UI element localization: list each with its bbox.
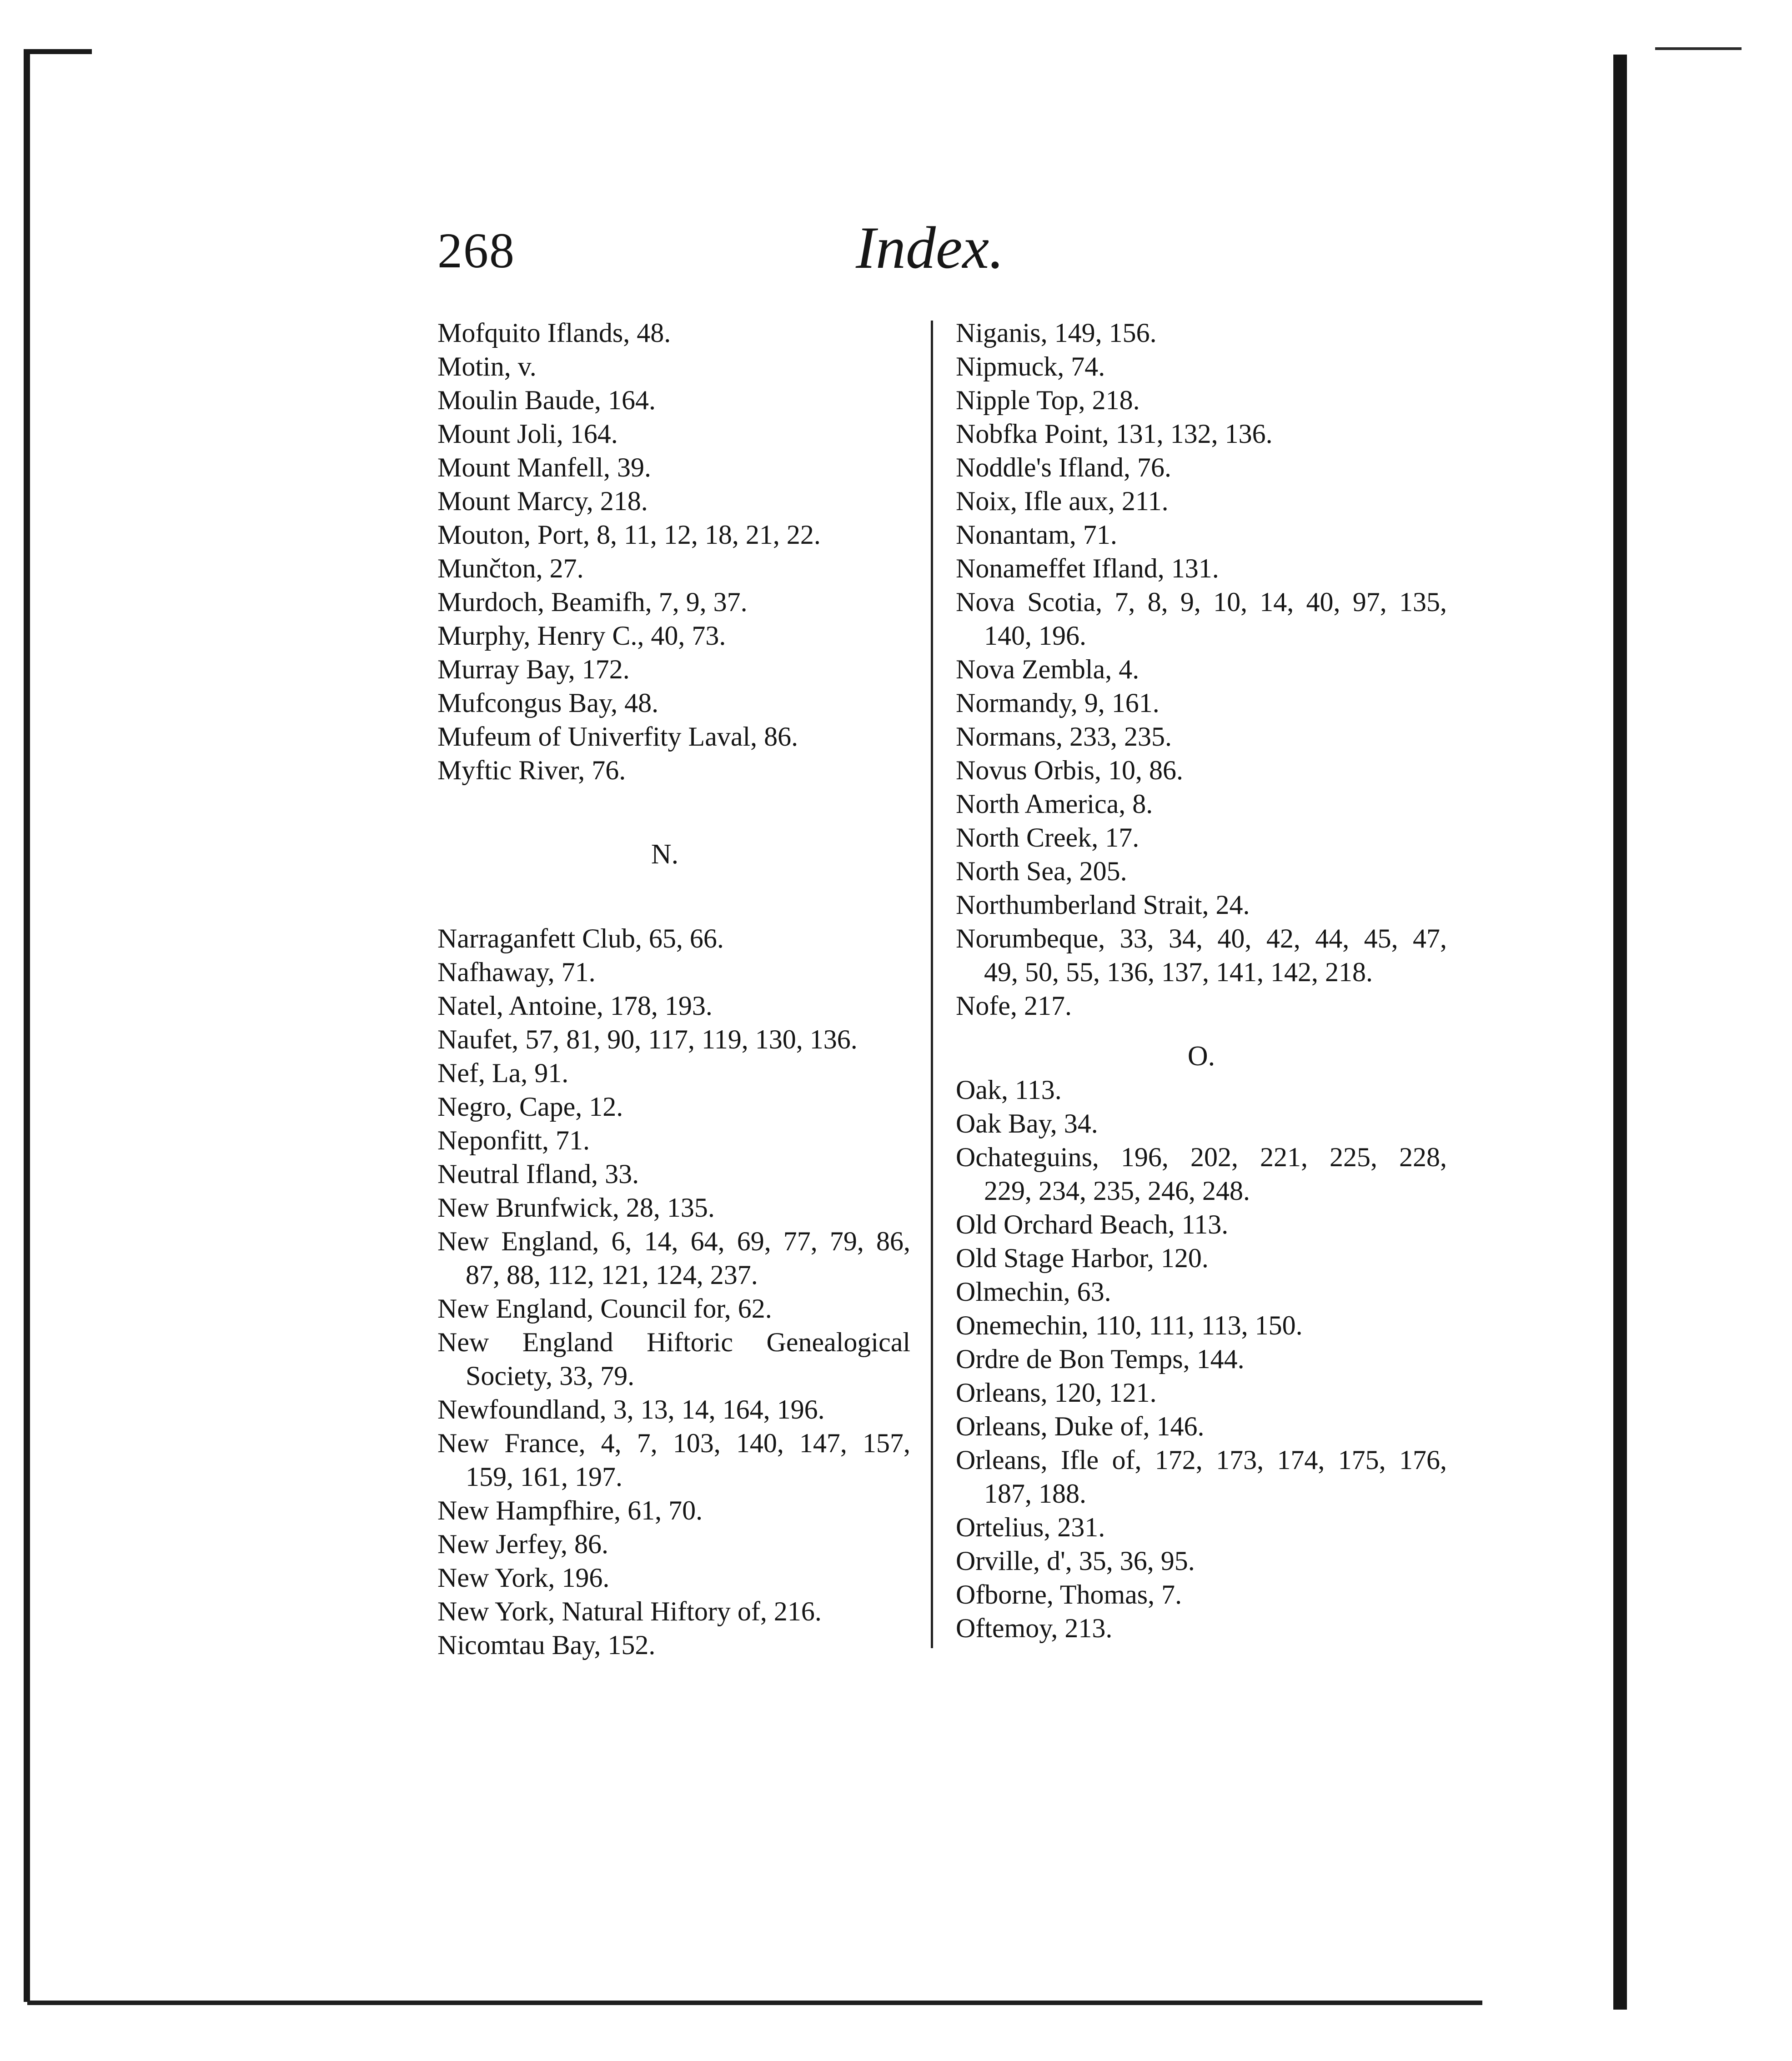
- index-entry: Motin, v.: [437, 351, 537, 381]
- index-entry: Ochateguins, 196, 202, 221, 225, 228,: [956, 1142, 1447, 1172]
- index-entry: Mount Marcy, 218.: [437, 486, 648, 516]
- index-entry: Moulin Baude, 164.: [437, 385, 656, 415]
- index-column-left: [437, 316, 910, 1662]
- index-entry: New York, Natural Hiftory of, 216.: [437, 1596, 822, 1626]
- index-entry: New France, 4, 7, 103, 140, 147, 157,: [437, 1428, 910, 1458]
- index-entry: Normans, 233, 235.: [956, 722, 1172, 752]
- index-entry: Onemechin, 110, 111, 113, 150.: [956, 1310, 1303, 1340]
- index-entry: Neponfitt, 71.: [437, 1125, 590, 1155]
- index-entry-continuation: Society, 33, 79.: [466, 1361, 635, 1391]
- index-entry: Niganis, 149, 156.: [956, 318, 1157, 348]
- index-entry: North Creek, 17.: [956, 822, 1139, 852]
- index-entry: Oftemoy, 213.: [956, 1613, 1113, 1643]
- index-entry: Nonameffet Ifland, 131.: [956, 553, 1219, 583]
- index-entry: Ordre de Bon Temps, 144.: [956, 1344, 1245, 1374]
- scan-border-left: [24, 49, 30, 2002]
- index-entry: Ofborne, Thomas, 7.: [956, 1580, 1182, 1610]
- index-entry: Nonantam, 71.: [956, 520, 1117, 550]
- index-entry: Novus Orbis, 10, 86.: [956, 755, 1184, 785]
- index-entry: New England, Council for, 62.: [437, 1294, 772, 1324]
- index-entry: Newfoundland, 3, 13, 14, 164, 196.: [437, 1394, 825, 1424]
- index-entry: Munčton, 27.: [437, 553, 584, 583]
- index-entry-continuation: 140, 196.: [984, 621, 1086, 651]
- index-entry: Orleans, Ifle of, 172, 173, 174, 175, 176,: [956, 1445, 1447, 1475]
- index-entry: Murray Bay, 172.: [437, 654, 630, 684]
- section-heading-o: O.: [1187, 1041, 1215, 1072]
- index-entry: Mufeum of Univerfity Laval, 86.: [437, 722, 798, 752]
- index-entry: Orleans, Duke of, 146.: [956, 1411, 1205, 1441]
- index-entry: Northumberland Strait, 24.: [956, 890, 1250, 920]
- index-entry: Mouton, Port, 8, 11, 12, 18, 21, 22.: [437, 520, 821, 550]
- index-entry: Old Orchard Beach, 113.: [956, 1209, 1229, 1239]
- running-title: Index.: [856, 214, 1004, 281]
- index-entry: Nicomtau Bay, 152.: [437, 1630, 656, 1660]
- index-entry: Nofe, 217.: [956, 991, 1072, 1021]
- index-entry: Mount Joli, 164.: [437, 419, 618, 449]
- index-entry: Old Stage Harbor, 120.: [956, 1243, 1209, 1273]
- index-entry: Normandy, 9, 161.: [956, 688, 1160, 718]
- index-entry: Neutral Ifland, 33.: [437, 1159, 639, 1189]
- index-entry: Naufet, 57, 81, 90, 117, 119, 130, 136.: [437, 1024, 858, 1054]
- index-entry: Norumbeque, 33, 34, 40, 42, 44, 45, 47,: [956, 923, 1447, 953]
- index-entry: Myftic River, 76.: [437, 755, 626, 785]
- index-entry: Nef, La, 91.: [437, 1058, 569, 1088]
- index-entry: Narraganfett Club, 65, 66.: [437, 923, 724, 953]
- scan-border-right: [1613, 55, 1627, 2010]
- scan-border-top: [24, 49, 92, 54]
- index-entry: Murphy, Henry C., 40, 73.: [437, 621, 726, 651]
- index-entry: Mofquito Iflands, 48.: [437, 318, 671, 348]
- index-entry: Olmechin, 63.: [956, 1277, 1111, 1307]
- spacer: [437, 871, 910, 905]
- index-entry-continuation: 187, 188.: [984, 1479, 1086, 1509]
- index-entry-continuation: 229, 234, 235, 246, 248.: [984, 1176, 1250, 1206]
- index-entry: Natel, Antoine, 178, 193.: [437, 991, 713, 1021]
- index-entry: Mount Manfell, 39.: [437, 452, 651, 482]
- index-entry: Oak, 113.: [956, 1075, 1062, 1105]
- index-entry: New England, 6, 14, 64, 69, 77, 79, 86,: [437, 1226, 910, 1256]
- index-entry: Nova Zembla, 4.: [956, 654, 1139, 684]
- page-number: 268: [437, 223, 515, 278]
- index-entry: North America, 8.: [956, 789, 1153, 819]
- index-entry: New Jerfey, 86.: [437, 1529, 608, 1559]
- spacer: [437, 905, 910, 922]
- index-entry: North Sea, 205.: [956, 856, 1127, 886]
- index-entry: Murdoch, Beamifh, 7, 9, 37.: [437, 587, 748, 617]
- index-entry: Ortelius, 231.: [956, 1512, 1105, 1542]
- index-entry: Noix, Ifle aux, 211.: [956, 486, 1169, 516]
- index-entry: New Hampfhire, 61, 70.: [437, 1495, 703, 1525]
- index-entry: Noddle's Ifland, 76.: [956, 452, 1172, 482]
- scan-mark-topright: [1655, 47, 1742, 50]
- index-entry: New York, 196.: [437, 1563, 610, 1593]
- index-entry-continuation: 159, 161, 197.: [466, 1462, 622, 1492]
- index-entry: New England Hiftoric Genealogical: [437, 1327, 910, 1357]
- spacer: [956, 1023, 1447, 1039]
- index-entry: Orleans, 120, 121.: [956, 1378, 1157, 1408]
- index-entry: Oak Bay, 34.: [956, 1108, 1098, 1138]
- index-entry: Nipmuck, 74.: [956, 351, 1105, 381]
- index-entry: Nobfka Point, 131, 132, 136.: [956, 419, 1273, 449]
- spacer: [437, 787, 910, 821]
- scan-border-bottom: [27, 2001, 1482, 2005]
- column-divider: [931, 321, 933, 1648]
- index-entry-continuation: 49, 50, 55, 136, 137, 141, 142, 218.: [984, 957, 1373, 987]
- spacer: [437, 821, 910, 837]
- index-entry: Nova Scotia, 7, 8, 9, 10, 14, 40, 97, 135,: [956, 587, 1447, 617]
- index-entry: Mufcongus Bay, 48.: [437, 688, 659, 718]
- index-entry: Orville, d', 35, 36, 95.: [956, 1546, 1195, 1576]
- section-heading-n: N.: [651, 839, 679, 870]
- index-entry: Negro, Cape, 12.: [437, 1092, 623, 1122]
- page-header: [437, 213, 1029, 281]
- index-entry: New Brunfwick, 28, 135.: [437, 1193, 715, 1223]
- index-entry-continuation: 87, 88, 112, 121, 124, 237.: [466, 1260, 758, 1290]
- index-entry: Nafhaway, 71.: [437, 957, 596, 987]
- index-entry: Nipple Top, 218.: [956, 385, 1140, 415]
- index-column-right: [956, 316, 1447, 1645]
